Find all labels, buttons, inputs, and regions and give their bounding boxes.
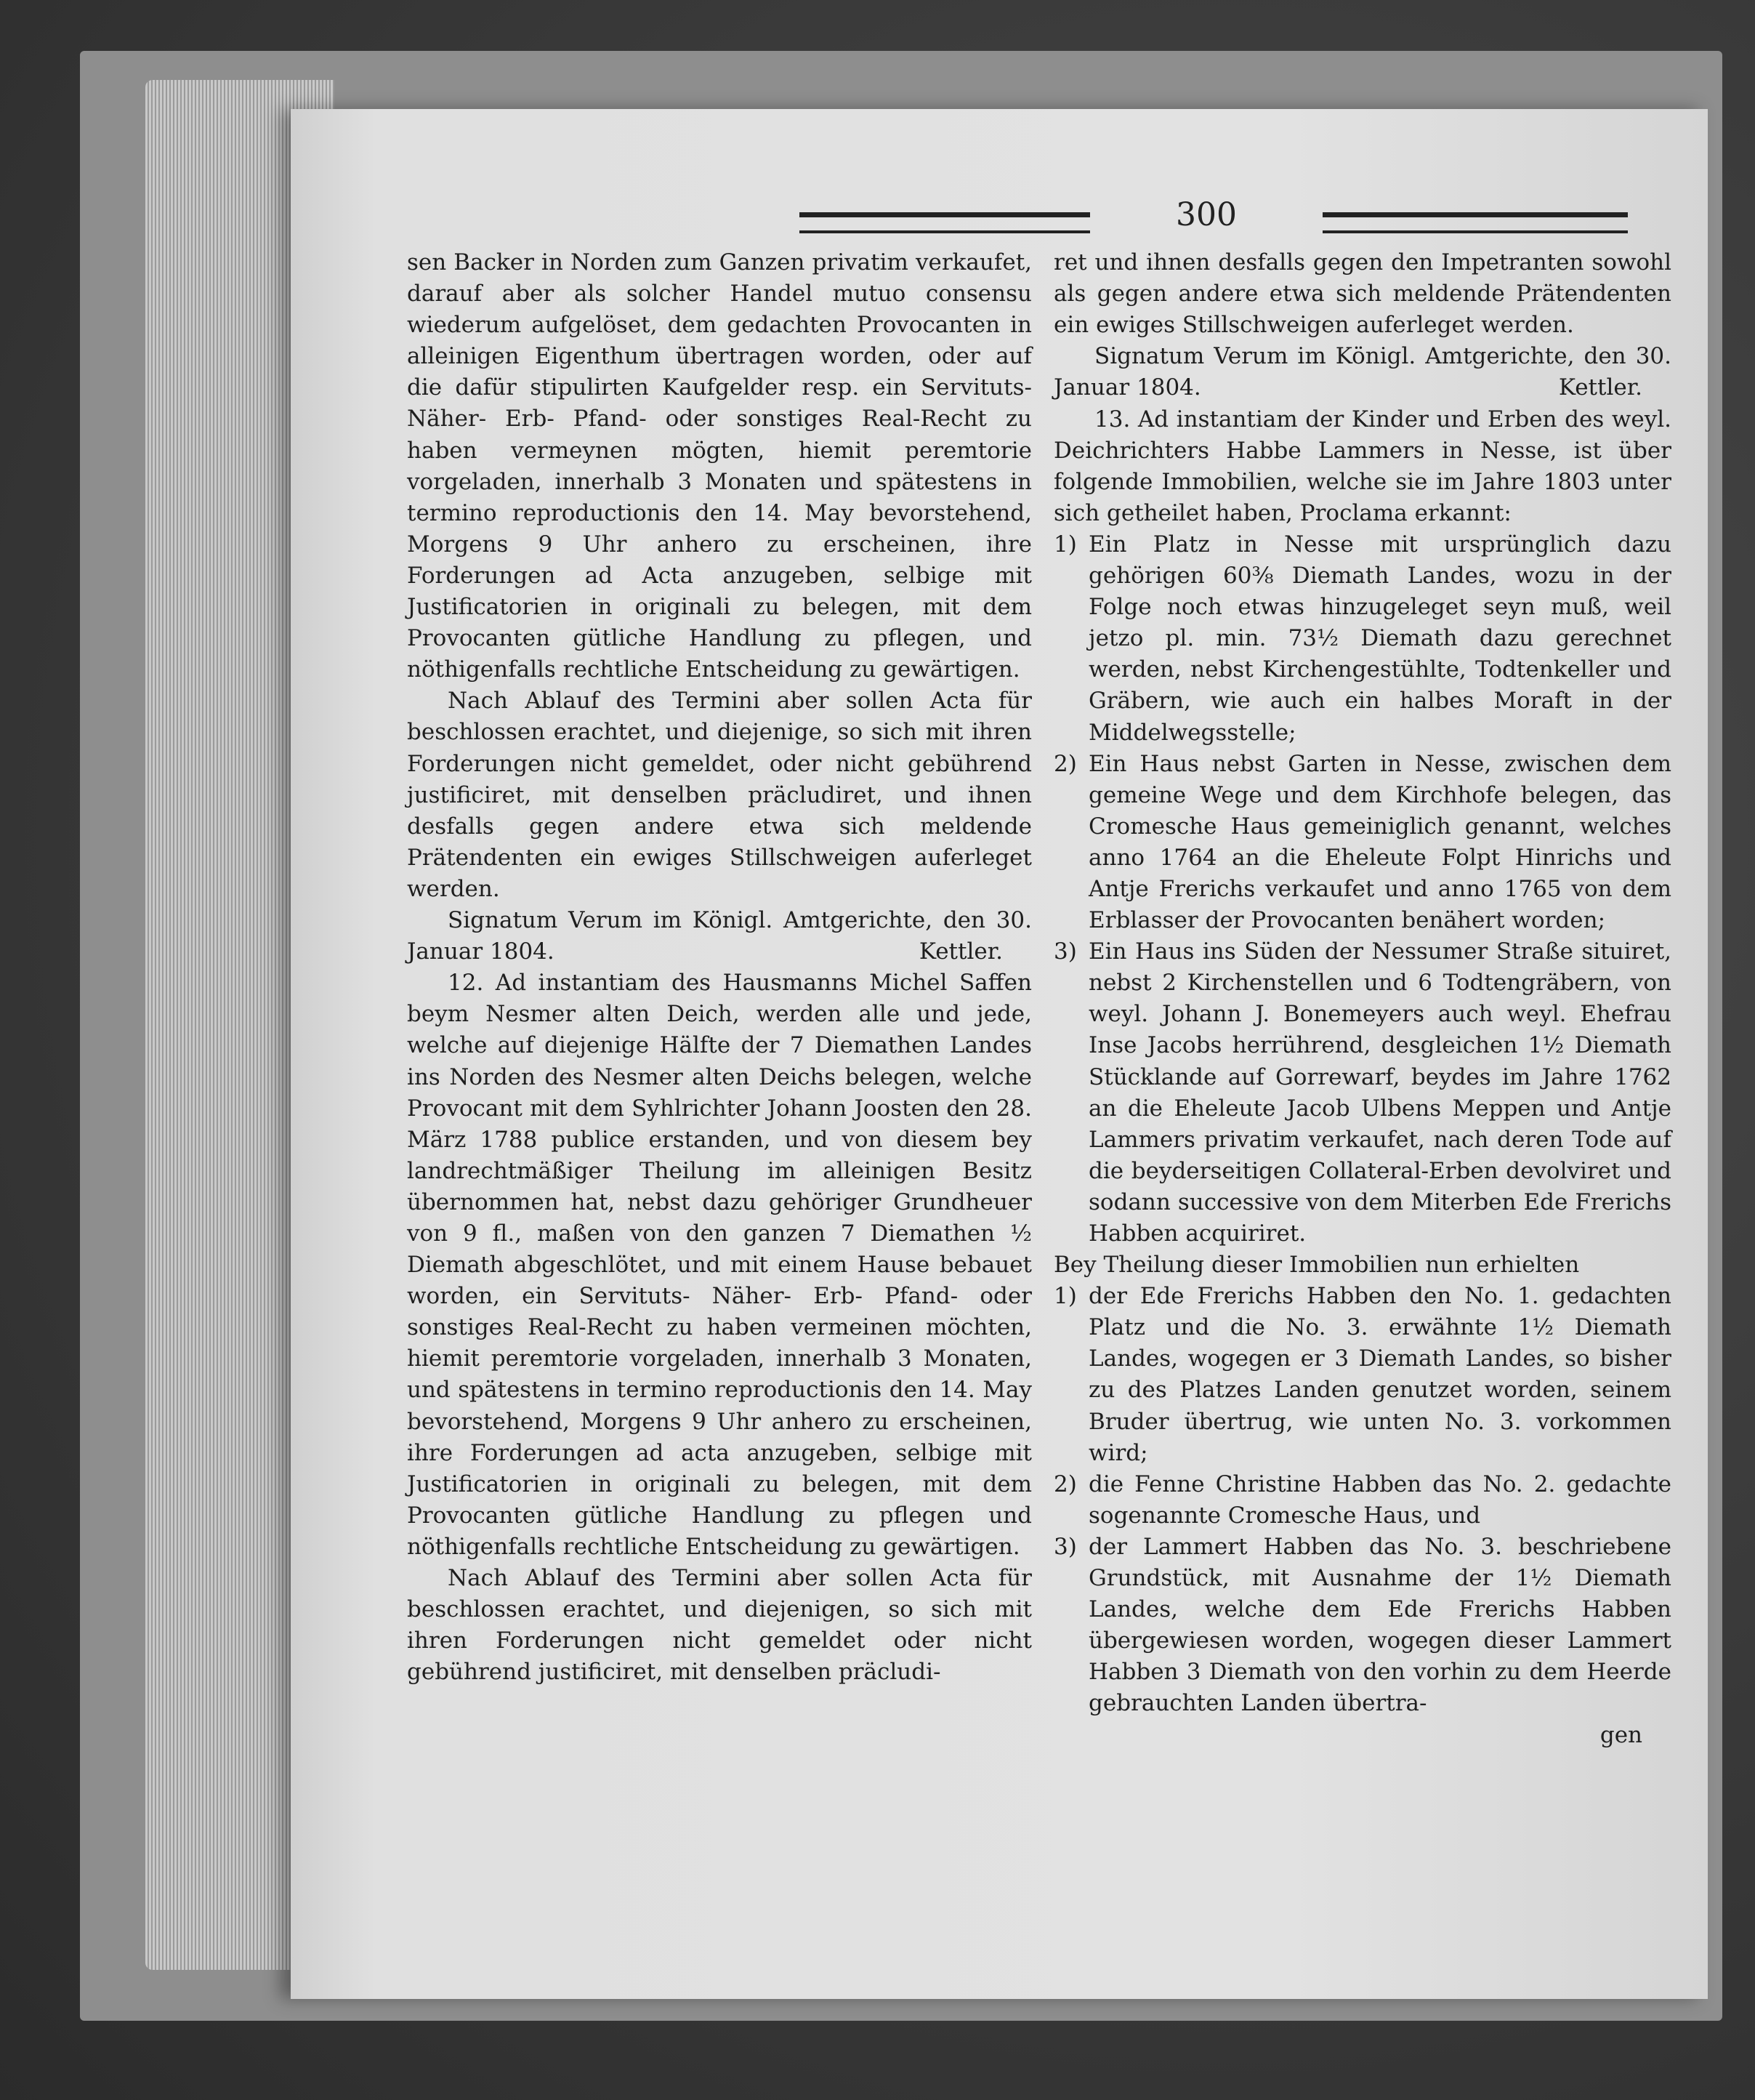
list-item-text: Ein Haus ins Süden der Nessumer Straße situiret, nebst 2 Kirchenstellen und 6 Todtengräbern, von weyl. Johann J. Bonemeyers auch weyl. Ehefrau Inse Jacobs herrührend, desgleichen 1½ Diemath Stücklande auf Gorrewarf, beydes im Jahre 1762 an die Eheleute Jacob Ulbens Meppen und Antje Lammers privatim verkaufet, nach deren Tode auf die beyderseitigen Collateral-Erben devolviret und sodann successive von dem Miterben Ede Frerichs Habben acquiriret. — [1089, 938, 1671, 1247]
right-paragraph-3: Bey Theilung dieser Immobilien nun erhielten — [1054, 1252, 1580, 1279]
left-signature-name: Kettler. — [919, 938, 1003, 965]
left-paragraph-2: Nach Ablauf des Termini aber sollen Acta für beschlossen erachtet, und diejenige, so sich mit ihren Forderungen nicht gemeldet, oder nicht gebührend justificiret, mit denselben präcludiret, und ihnen desfalls gegen andere etwa sich meldende Prätendenten ein ewiges Stillschweigen auferleget werden. — [407, 688, 1032, 902]
list-item-number: 3) — [1054, 938, 1077, 965]
list-item — [1054, 1281, 1671, 1469]
left-paragraph-3: 12. Ad instantiam des Hausmanns Michel Saffen beym Nesmer alten Deich, werden alle und jede, welche auf diejenige Hälfte der 7 Diemathen Landes ins Norden des Nesmer alten Deichs belegen, welche Provocant mit dem Syhlrichter Johann Joosten den 28. März 1788 publice erstanden, und von diesem bey landrechtmäßiger Theilung im alleinigen Besitz übernommen hat, nebst dazu gehöriger Grundheuer von 9 fl., maßen von den ganzen 7 Diemathen ½ Diemath abgeschlötet, und mit einem Hause bebauet worden, ein Servituts- Näher- Erb- Pfand- oder sonstiges Real-Recht zu haben vermeinen möchten, hiemit peremtorie vorgeladen, innerhalb 3 Monaten, und spätestens in termino reproductionis den 14. May bevorstehend, Morgens 9 Uhr anhero zu erscheinen, ihre Forderungen ad acta anzugeben, selbige mit Justificatorien in originali zu belegen, mit dem Provocanten gütliche Handlung zu pflegen und nöthigenfalls rechtliche Entscheidung zu gewärtigen. — [407, 970, 1032, 1560]
right-paragraph-2: 13. Ad instantiam der Kinder und Erben des weyl. Deichrichters Habbe Lammers in Nesse, ist über folgende Immobilien, welche sie im Jahre 1803 unter sich getheilet haben, Proclama erkannt: — [1054, 406, 1671, 526]
catchword: gen — [1599, 1721, 1642, 1748]
list-item-number: 1) — [1054, 1283, 1077, 1310]
book-page — [291, 109, 1708, 1999]
list-item-text: der Lammert Habben das No. 3. beschriebene Grundstück, mit Ausnahme der 1½ Diemath Landes, welche dem Ede Frerichs Habben übergewiesen worden, wogegen dieser Lammert Habben 3 Diemath von den vorhin zu dem Heerde gebrauchten Landen übertra- — [1089, 1533, 1671, 1717]
list-item — [1054, 1469, 1671, 1532]
right-paragraph-1: ret und ihnen desfalls gegen den Impetranten sowohl als gegen andere etwa sich meldende Prätendenten ein ewiges Stillschweigen auferleget werden. — [1054, 249, 1671, 339]
list-item-number: 1) — [1054, 531, 1077, 558]
list-item — [1054, 749, 1671, 937]
left-paragraph-4: Nach Ablauf des Termini aber sollen Acta für beschlossen erachtet, und diejenigen, so sich mit ihren Forderungen nicht gemeldet oder nicht gebührend justificiret, mit denselben präcludi- — [407, 1565, 1032, 1686]
page-number: 300 — [1176, 196, 1237, 233]
list-item-text: Ein Haus nebst Garten in Nesse, zwischen dem gemeine Wege und dem Kirchhofe belegen, das Cromesche Haus gemeiniglich genannt, welches anno 1764 an die Eheleute Folpt Hinrichs und Antje Frerichs verkaufet und anno 1765 von dem Erblasser der Provocanten benähert worden; — [1089, 750, 1671, 934]
right-column — [1054, 247, 1671, 1751]
left-signature-text: Signatum Verum im Königl. Amtgerichte, den 30. Januar 1804. — [407, 906, 1032, 965]
right-signature-text: Signatum Verum im Königl. Amtgerichte, den 30. Januar 1804. — [1054, 343, 1671, 401]
list-item — [1054, 1532, 1671, 1720]
list-item — [1054, 936, 1671, 1250]
list-item-number: 3) — [1054, 1533, 1077, 1560]
left-column — [407, 247, 1032, 1688]
left-paragraph-1: sen Backer in Norden zum Ganzen privatim verkaufet, darauf aber als solcher Handel mutuo consensu wiederum aufgelöset, dem gedachten Provocanten in alleinigen Eigenthum übertragen worden, oder auf die dafür stipulirten Kaufgelder resp. ein Servituts- Näher- Erb- Pfand- oder sonstiges Real-Recht zu haben vermeynen mögten, hiemit peremtorie vorgeladen, innerhalb 3 Monaten und spätestens in termino reproductionis den 14. May bevorstehend, Morgens 9 Uhr anhero zu erscheinen, ihre Forderungen ad Acta anzugeben, selbige mit Justificatorien in originali zu belegen, mit dem Provocanten gütliche Handlung zu pflegen, und nöthigenfalls rechtliche Entscheidung zu gewärtigen. — [407, 249, 1032, 683]
list-item-text: der Ede Frerichs Habben den No. 1. gedachten Platz und die No. 3. erwähnte 1½ Diemath Landes, wogegen er 3 Diemath Landes, so bisher zu des Platzes Landen genutzet worden, seinem Bruder übertrug, wie unten No. 3. vorkommen wird; — [1089, 1283, 1671, 1466]
list-item-text: Ein Platz in Nesse mit ursprünglich dazu gehörigen 60⅜ Diemath Landes, wozu in der Folge noch etwas hinzugeleget seyn muß, weil jetzo pl. min. 73½ Diemath dazu gerechnet werden, nebst Kirchengestühlte, Todtenkeller und Gräbern, wie auch ein halbes Moraft in der Middelwegsstelle; — [1089, 531, 1671, 746]
header-rule-left — [799, 212, 1090, 233]
header-rule-right — [1323, 212, 1628, 233]
list-item-number: 2) — [1054, 1471, 1077, 1497]
list-item — [1054, 529, 1671, 749]
list-item-text: die Fenne Christine Habben das No. 2. gedachte sogenannte Cromesche Haus, und — [1089, 1471, 1671, 1529]
right-signature-name: Kettler. — [1558, 374, 1642, 401]
page-header — [799, 196, 1635, 240]
list-item-number: 2) — [1054, 750, 1077, 777]
